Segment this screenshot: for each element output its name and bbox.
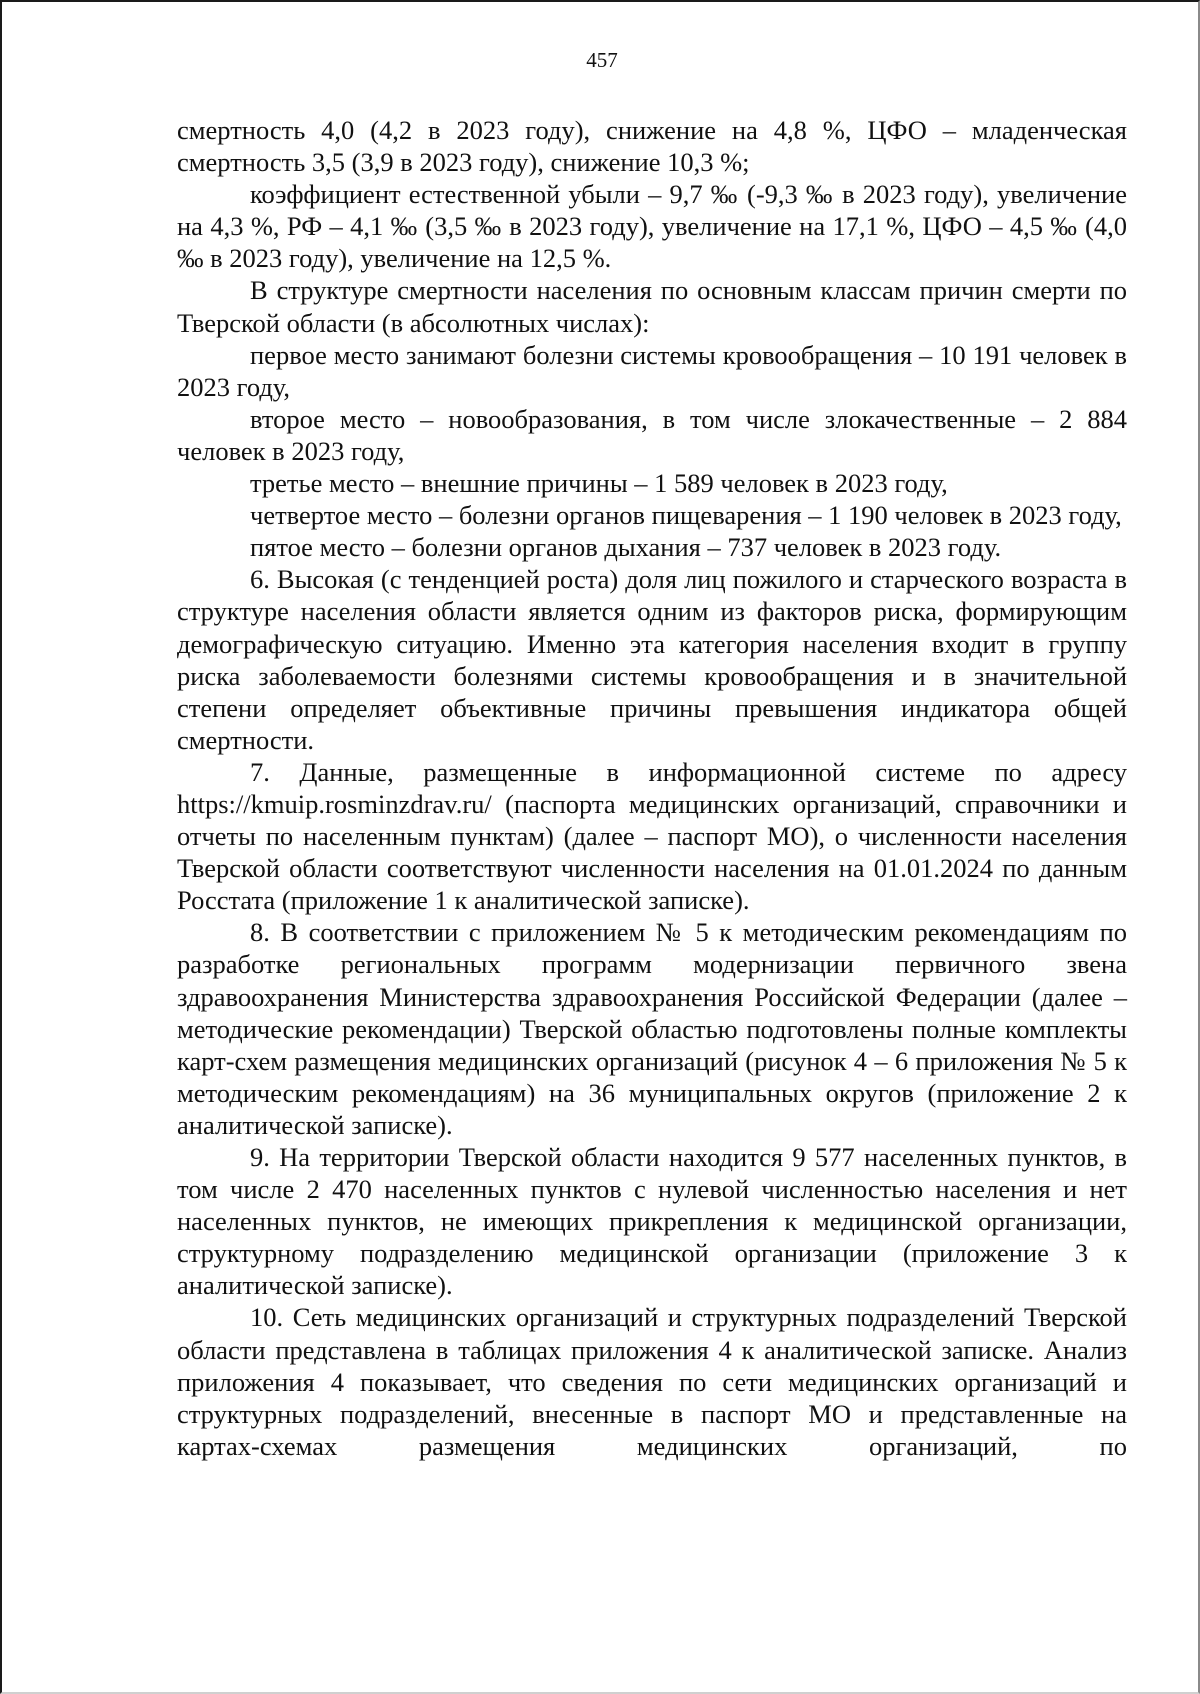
list-item-fourth-place: четвертое место – болезни органов пищеварения – 1 190 человек в 2023 году, [250, 500, 1122, 531]
paragraph-infant-mortality: смертность 4,0 (4,2 в 2023 году), снижение на 4,8 %, ЦФО – младенческая смертность 3,5 (3,9 в 2023 году), снижение 10,3 %; [177, 115, 1127, 178]
list-item-first-place: первое место занимают болезни системы кровообращения – 10 191 человек в 2023 году, [177, 339, 1127, 402]
paragraph-item-9: 9. На территории Тверской области находится 9 577 населенных пунктов, в том числе 2 470 населенных пунктов с нулевой численностью населения и нет населенных пунктов, не имеющих прикрепления к медицинской организации, структурному подразделению медицинской организации (приложение 3 к аналитической записке). [177, 1142, 1127, 1301]
document-body [177, 114, 1127, 1462]
list-item-third-place: третье место – внешние причины – 1 589 человек в 2023 году, [250, 468, 948, 499]
paragraph-natural-decline: коэффициент естественной убыли – 9,7 ‰ (-9,3 ‰ в 2023 году), увеличение на 4,3 %, РФ – 4,1 ‰ (3,5 ‰ в 2023 году), увеличение на 17,1 %, ЦФО – 4,5 ‰ (4,0 ‰ в 2023 году), увеличение на 12,5 %. [177, 179, 1127, 274]
paragraph-item-8: 8. В соответствии с приложением № 5 к методическим рекомендациям по разработке региональных программ модернизации первичного звена здравоохранения Министерства здравоохранения Российской Федерации (далее – методические рекомендации) Тверской областью подготовлены полные комплекты карт-схем размещения медицинских организаций (рисунок 4 – 6 приложения № 5 к методическим рекомендациям) на 36 муниципальных округов (приложение 2 к аналитической записке). [177, 917, 1127, 1140]
paragraph-item-10: 10. Сеть медицинских организаций и структурных подразделений Тверской области представлена в таблицах приложения 4 к аналитической записке. Анализ приложения 4 показывает, что сведения по сети медицинских организаций и структурных подразделений, внесенные в паспорт МО и представленные на картах-схемах размещения медицинских организаций, по [177, 1302, 1127, 1461]
page-number: 457 [586, 48, 618, 72]
list-item-fifth-place: пятое место – болезни органов дыхания – 737 человек в 2023 году. [250, 532, 1002, 563]
paragraph-mortality-structure: В структуре смертности населения по основным классам причин смерти по Тверской области (в абсолютных числах): [177, 275, 1127, 338]
paragraph-item-6: 6. Высокая (с тенденцией роста) доля лиц пожилого и старческого возраста в структуре населения области является одним из факторов риска, формирующим демографическую ситуацию. Именно эта категория населения входит в группу риска заболеваемости болезнями системы кровообращения и в значительной степени определяет объективные причины превышения индикатора общей смертности. [177, 564, 1127, 755]
list-item-second-place: второе место – новообразования, в том числе злокачественные – 2 884 человек в 2023 году, [177, 403, 1127, 466]
paragraph-item-7: 7. Данные, размещенные в информационной системе по адресу https://kmuip.rosminzdrav.ru/ (паспорта медицинских организаций, справочники и отчеты по населенным пунктам) (далее – паспорт МО), о численности населения Тверской области соответствуют численности населения на 01.01.2024 по данным Росстата (приложение 1 к аналитической записке). [177, 756, 1127, 916]
